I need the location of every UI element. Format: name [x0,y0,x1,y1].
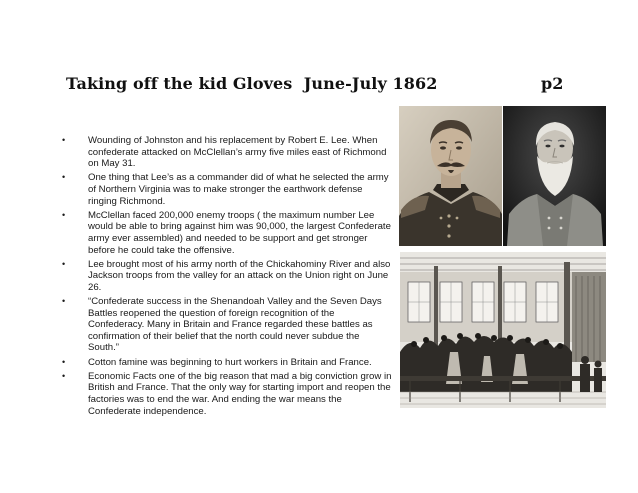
bullet-text: Cotton famine was beginning to hurt workers in Britain and France. [88,356,372,368]
portrait-lee-graphic [503,106,606,246]
factory-engraving-graphic [400,252,606,408]
bullet-item [62,259,392,294]
bullet-list [62,135,392,420]
portrait-mcclellan-graphic [399,106,502,246]
bullet-item [62,135,392,170]
bullet-icon: • [62,135,66,145]
portrait-mcclellan-image [399,106,502,246]
bullet-item [62,371,392,417]
bullet-icon: • [62,209,66,220]
factory-engraving-image [400,252,606,408]
bullet-text: “Confederate success in the Shenandoah Valley and the Seven Days Battles reopened the question of foreign recognition of the Confederacy. Many in Britain and France regarded these battles as confirmation of their belief that the north could never subdue the South.” [88,296,382,354]
page-number: p2 [541,74,564,93]
bullet-icon: • [62,370,66,381]
bullet-icon: • [62,296,66,307]
bullet-text: One thing that Lee’s as a commander did of what he selected the army of Northern Virginia was to make stronger the earthwork defense ringing Richmond. [88,172,389,207]
bullet-item [62,210,392,256]
bullet-icon: • [62,356,66,367]
bullet-icon: • [62,258,66,269]
portrait-lee-image [503,106,606,246]
bullet-item [62,296,392,354]
bullet-item [62,172,392,207]
bullet-text: Lee brought most of his army north of the Chickahominy River and also Jackson troops from the valley for an attack on the Union right on June 26. [88,258,391,293]
bullet-text: Wounding of Johnston and his replacement by Robert E. Lee. When confederate attacked on McClellan’s army five miles east of Richmond on May 31. [88,135,387,170]
bullet-text: Economic Facts one of the big reason that mad a big conviction grow in British and France. That the only way for starting import and reopen the factories was to end the war. And ending the war means the Confederate independence. [88,370,392,417]
bullet-item [62,357,392,369]
bullet-icon: • [62,172,66,183]
slide-title: Taking off the kid Gloves June-July 1862 [66,74,438,93]
bullet-text: McClellan faced 200,000 enemy troops ( the maximum number Lee would be able to bring against him was 90,000, the largest Confederate army ever assembled) and needed to be support and get stronger before he could take the offensive. [88,209,391,256]
